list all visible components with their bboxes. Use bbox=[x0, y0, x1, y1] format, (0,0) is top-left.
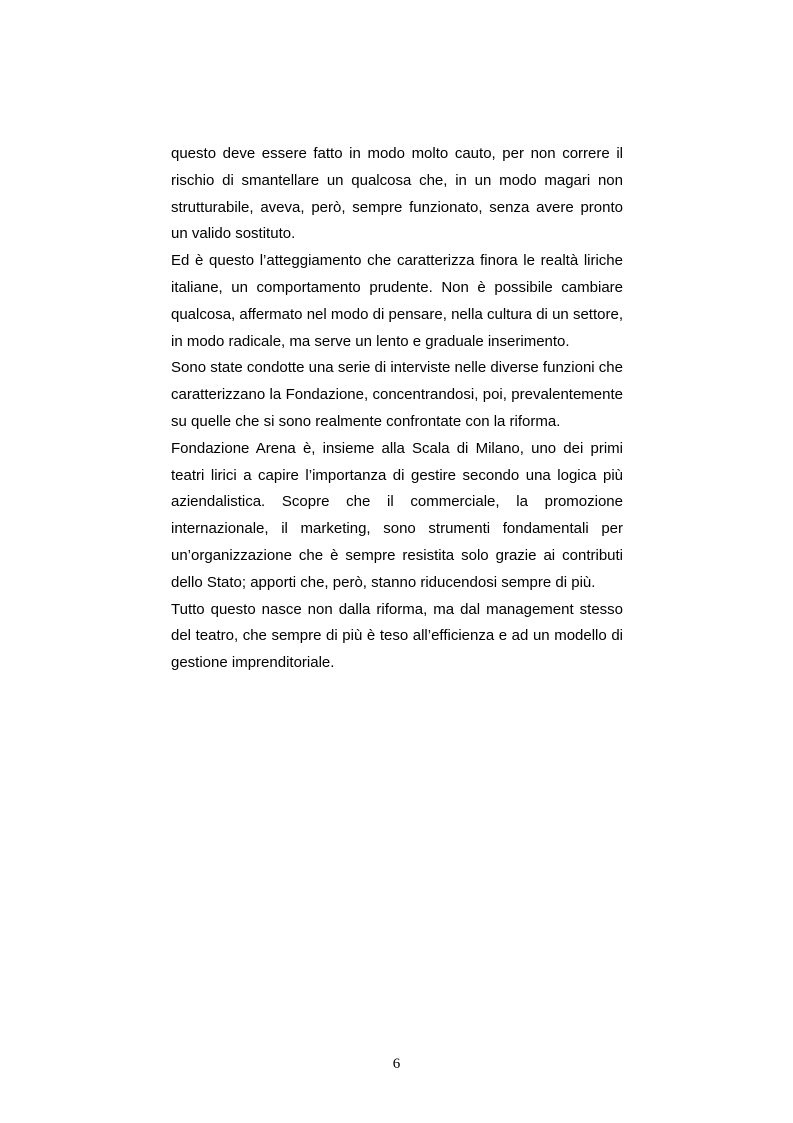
body-text bbox=[171, 141, 623, 677]
paragraph: questo deve essere fatto in modo molto cauto, per non correre il rischio di smantellare un qualcosa che, in un modo magari non strutturabile, aveva, però, sempre funzionato, senza avere pronto un valido sostituto. bbox=[171, 145, 623, 243]
paragraph: Ed è questo l’atteggiamento che caratterizza finora le realtà liriche italiane, un comportamento prudente. Non è possibile cambiare qualcosa, affermato nel modo di pensare, nella cultura di un settore, in modo radicale, ma serve un lento e graduale inserimento. bbox=[171, 252, 623, 350]
paragraph: Tutto questo nasce non dalla riforma, ma dal management stesso del teatro, che sempre di più è teso all’efficienza e ad un modello di gestione imprenditoriale. bbox=[171, 600, 623, 672]
paragraph: Sono state condotte una serie di interviste nelle diverse funzioni che caratterizzano la Fondazione, concentrandosi, poi, prevalentemente su quelle che si sono realmente confrontate con la riforma. bbox=[171, 359, 623, 430]
paragraph: Fondazione Arena è, insieme alla Scala di Milano, uno dei primi teatri lirici a capire l’importanza di gestire secondo una logica più aziendalistica. Scopre che il commerciale, la promozione internazionale, il marketing, sono strumenti fondamentali per un’organizzazione che è sempre resistita solo grazie ai contributi dello Stato; apporti che, però, stanno riducendosi sempre di più. bbox=[171, 439, 623, 591]
page-number: 6 bbox=[392, 1056, 401, 1072]
